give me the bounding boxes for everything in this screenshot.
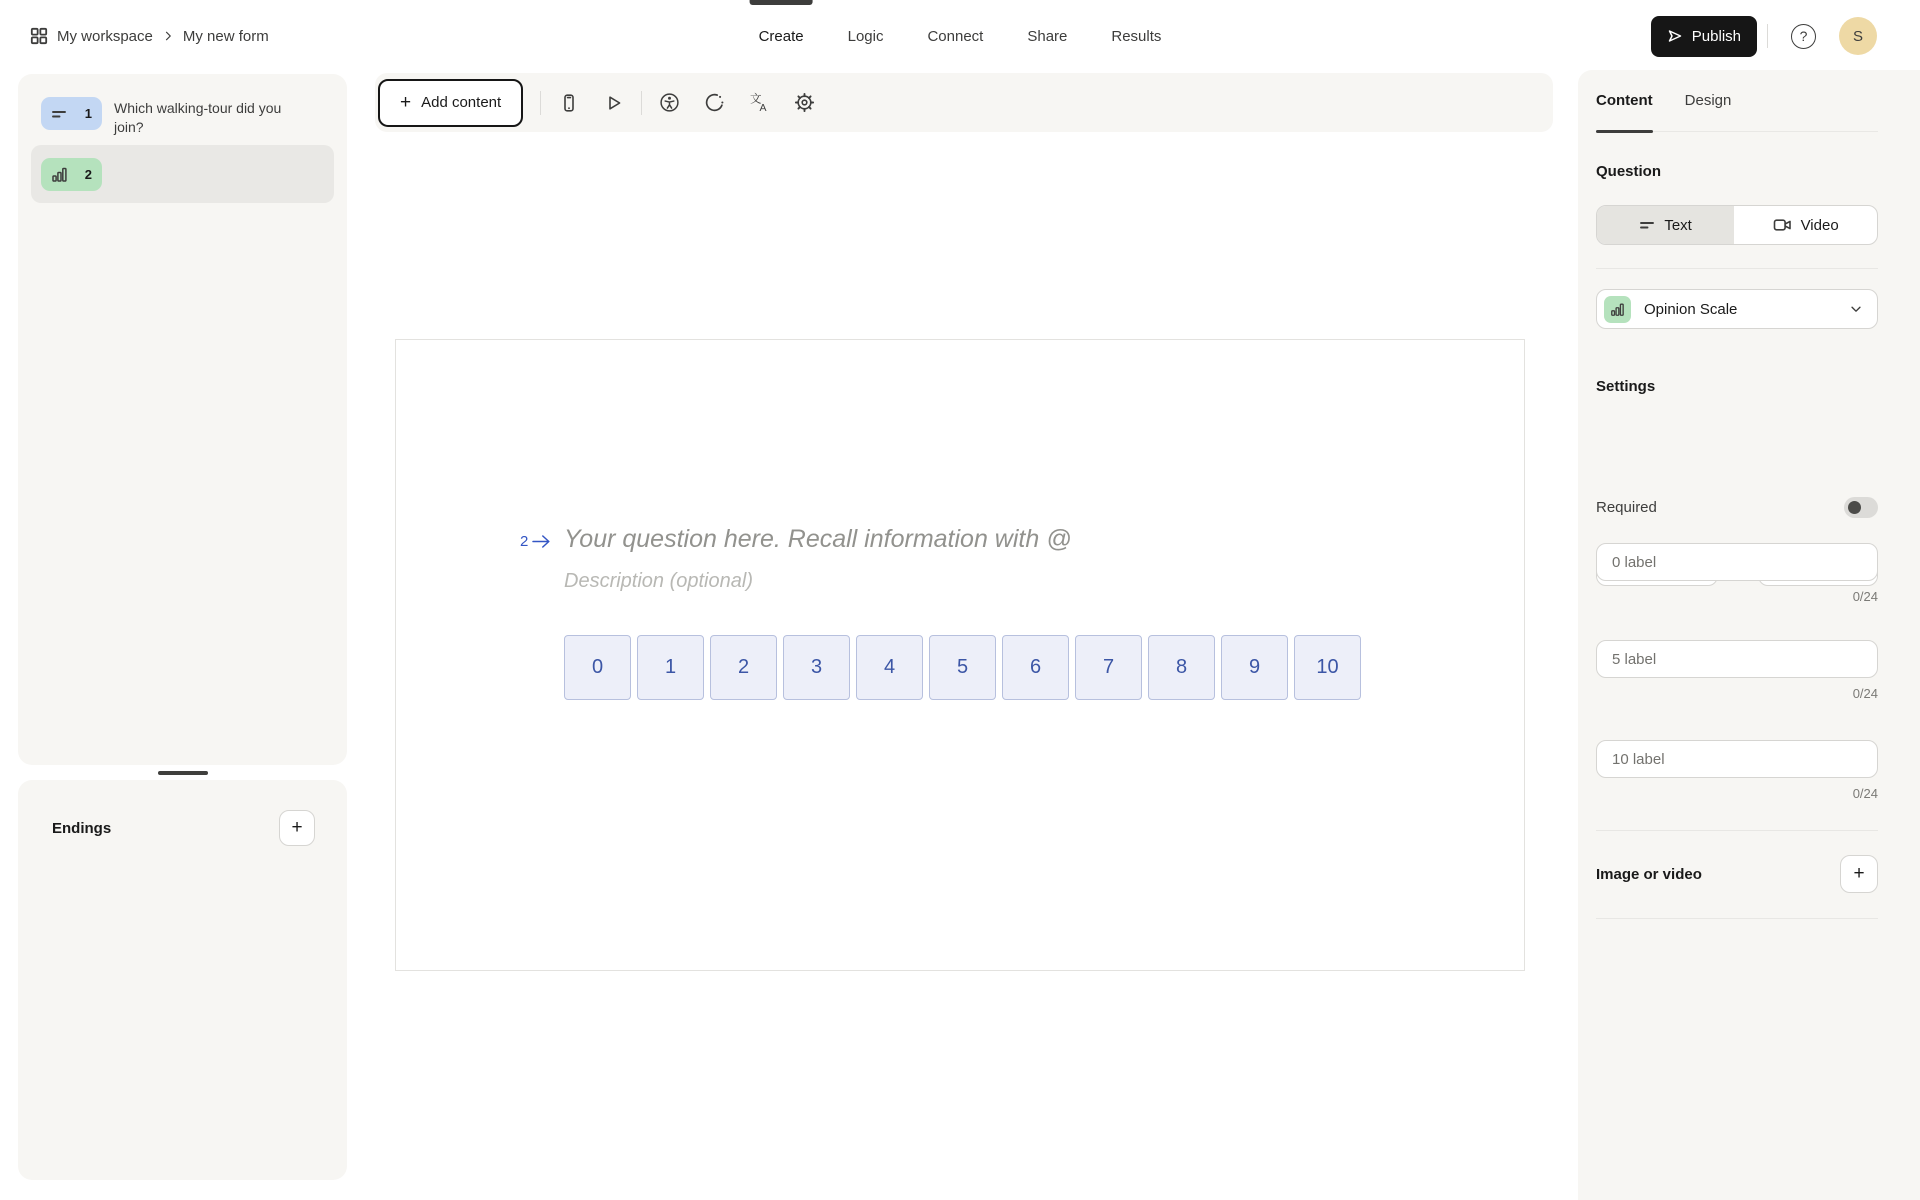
panel-resize-handle[interactable] (158, 771, 208, 775)
phone-icon (559, 93, 579, 113)
label-5-input[interactable] (1596, 640, 1878, 678)
toolbar-divider (641, 91, 642, 115)
scale-option-7[interactable]: 7 (1075, 635, 1142, 700)
header (0, 0, 1920, 72)
divider (1596, 268, 1878, 269)
mobile-preview-button[interactable] (551, 85, 587, 121)
form-length-button[interactable] (696, 85, 732, 121)
opinion-scale-preview (564, 635, 1361, 700)
question-description-input[interactable]: Description (optional) (564, 570, 753, 592)
segment-video-label: Video (1800, 216, 1839, 234)
media-section-title: Image or video (1596, 865, 1702, 883)
add-content-label: Add content (421, 94, 502, 111)
tab-share[interactable]: Share (1027, 27, 1068, 45)
question-item-1[interactable] (31, 88, 334, 145)
svg-text:A: A (759, 101, 767, 113)
scale-option-4[interactable]: 4 (856, 635, 923, 700)
workspace-grid-icon (30, 27, 48, 45)
label-5-counter: 0/24 (1852, 686, 1878, 701)
question-1-title: Which walking-tour did you join? (114, 100, 282, 135)
required-row (1596, 497, 1878, 518)
short-text-icon (51, 106, 67, 122)
tab-connect[interactable]: Connect (927, 27, 984, 45)
breadcrumb-form-name[interactable]: My new form (182, 27, 269, 45)
toolbar-divider (540, 91, 541, 115)
scale-option-6[interactable]: 6 (1002, 635, 1069, 700)
segment-video[interactable] (1734, 206, 1877, 244)
question-item-2[interactable] (31, 145, 334, 203)
question-number (520, 533, 551, 550)
avatar[interactable]: S (1839, 17, 1877, 55)
translate-icon (749, 92, 770, 113)
video-icon (1773, 217, 1792, 233)
settings-button[interactable] (786, 85, 822, 121)
add-ending-button[interactable]: + (279, 810, 315, 846)
tab-content[interactable]: Content (1596, 70, 1653, 132)
media-row (1596, 855, 1878, 893)
main-nav-tabs (759, 0, 1162, 72)
question-type-select[interactable] (1596, 289, 1878, 329)
gear-icon (794, 92, 815, 113)
send-icon (1667, 28, 1683, 44)
text-icon (1639, 217, 1655, 233)
scale-option-5[interactable]: 5 (929, 635, 996, 700)
required-toggle[interactable] (1844, 497, 1878, 518)
publish-label: Publish (1691, 27, 1741, 45)
scale-option-3[interactable]: 3 (783, 635, 850, 700)
tab-results[interactable]: Results (1111, 27, 1162, 45)
panel-tabs (1596, 70, 1878, 132)
toggle-knob (1848, 501, 1861, 514)
accessibility-icon (659, 92, 680, 113)
question-2-number: 2 (84, 166, 92, 182)
add-content-button[interactable] (378, 79, 523, 127)
chevron-down-icon (1849, 302, 1863, 316)
settings-panel (1578, 70, 1920, 1200)
segment-text[interactable] (1597, 206, 1734, 244)
label-0-field (1596, 543, 1878, 604)
svg-text:文: 文 (749, 93, 762, 106)
add-media-button[interactable]: + (1840, 855, 1878, 893)
label-10-field (1596, 740, 1878, 801)
question-media-segmented (1596, 205, 1878, 245)
preview-button[interactable] (596, 85, 632, 121)
label-10-counter: 0/24 (1852, 786, 1878, 801)
chevron-right-icon (162, 30, 174, 42)
publish-button[interactable] (1651, 16, 1757, 57)
question-1-badge (41, 97, 102, 130)
question-canvas (395, 339, 1525, 971)
tab-create[interactable]: Create (759, 0, 804, 72)
breadcrumb (30, 0, 269, 72)
tab-logic[interactable]: Logic (847, 27, 884, 45)
label-5-field (1596, 640, 1878, 701)
plus-icon: + (400, 92, 412, 113)
label-0-input[interactable] (1596, 543, 1878, 581)
arrow-right-icon (532, 535, 551, 548)
scale-option-1[interactable]: 1 (637, 635, 704, 700)
question-type-badge (1604, 296, 1631, 323)
breadcrumb-workspace[interactable]: My workspace (57, 27, 153, 45)
question-title-input[interactable]: Your question here. Recall information with @ (564, 525, 1072, 553)
question-2-badge (41, 158, 102, 191)
scale-option-9[interactable]: 9 (1221, 635, 1288, 700)
question-section-title: Question (1596, 163, 1662, 180)
divider (1596, 918, 1878, 919)
header-right (1651, 0, 1877, 72)
canvas-toolbar (375, 73, 1553, 132)
opinion-scale-icon (51, 166, 68, 183)
label-0-counter: 0/24 (1852, 589, 1878, 604)
required-label: Required (1596, 499, 1657, 516)
progress-circle-icon (704, 92, 725, 113)
question-type-label: Opinion Scale (1644, 300, 1738, 318)
scale-option-2[interactable]: 2 (710, 635, 777, 700)
accessibility-button[interactable] (651, 85, 687, 121)
endings-row (52, 810, 315, 846)
play-icon (604, 93, 624, 113)
label-10-input[interactable] (1596, 740, 1878, 778)
translate-button[interactable] (741, 85, 777, 121)
endings-panel (18, 780, 347, 1180)
settings-section-title: Settings (1596, 378, 1656, 395)
scale-option-0[interactable]: 0 (564, 635, 631, 700)
question-1-number: 1 (84, 106, 92, 121)
divider (1596, 830, 1878, 831)
header-divider (1767, 24, 1768, 48)
question-number-value: 2 (520, 533, 529, 550)
segment-text-label: Text (1664, 216, 1692, 234)
questions-panel (18, 74, 347, 765)
tab-design[interactable]: Design (1684, 92, 1732, 109)
opinion-scale-icon (1610, 302, 1625, 317)
endings-title: Endings (52, 819, 112, 837)
help-icon[interactable]: ? (1791, 24, 1816, 49)
scale-option-10[interactable]: 10 (1294, 635, 1361, 700)
scale-option-8[interactable]: 8 (1148, 635, 1215, 700)
